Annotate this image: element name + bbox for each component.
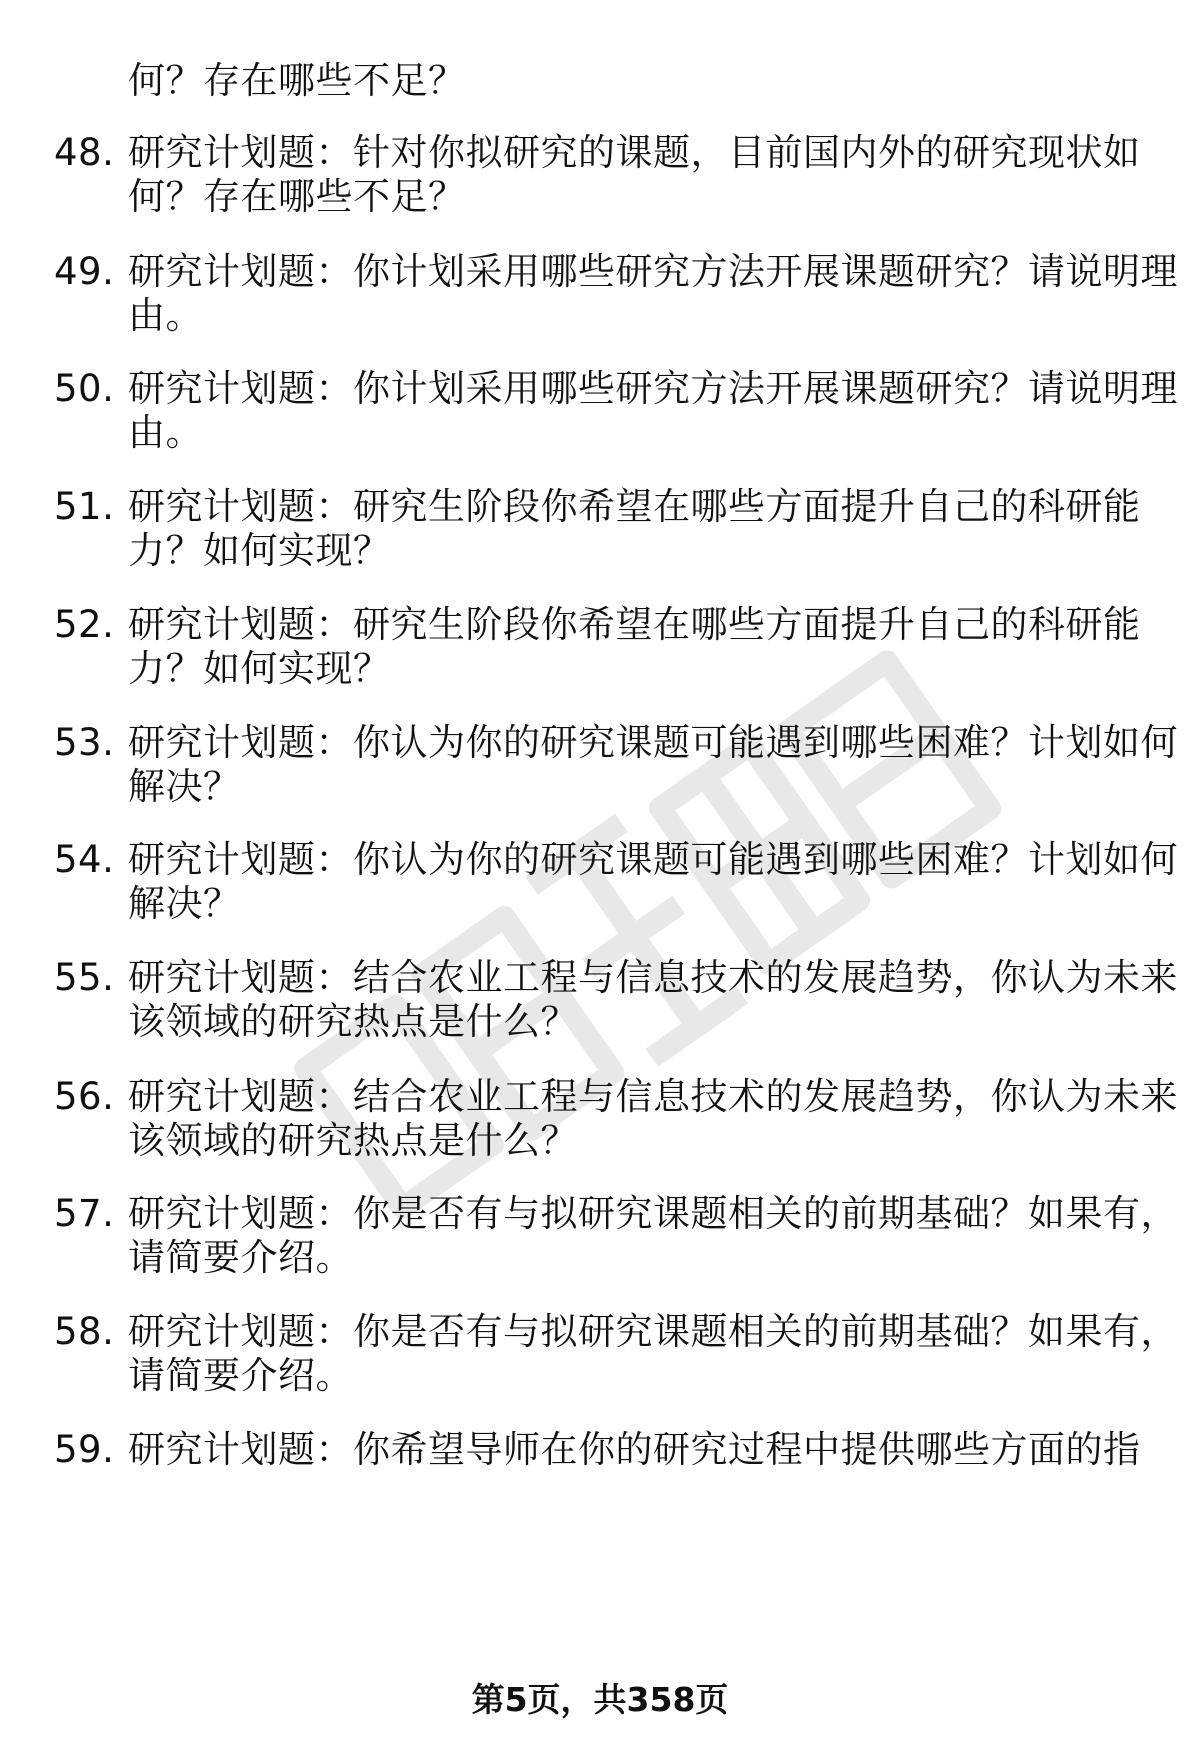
question-number: 48.: [54, 131, 115, 174]
question-number: 58.: [54, 1310, 115, 1353]
question-text: 研究计划题：你认为你的研究课题可能遇到哪些困难？计划如何: [128, 838, 1178, 881]
question-text-cont: 请简要介绍。: [128, 1354, 353, 1397]
question-text: 研究计划题：研究生阶段你希望在哪些方面提升自己的科研能: [128, 485, 1141, 528]
question-text: 研究计划题：研究生阶段你希望在哪些方面提升自己的科研能: [128, 603, 1141, 646]
question-text: 研究计划题：你是否有与拟研究课题相关的前期基础？如果有，: [128, 1310, 1178, 1353]
question-text: 研究计划题：针对你拟研究的课题，目前国内外的研究现状如: [128, 131, 1141, 174]
question-text-cont: 解决？: [128, 882, 241, 925]
question-number: 52.: [54, 603, 115, 646]
question-text-cont: 力？如何实现？: [128, 647, 391, 690]
question-number: 50.: [54, 367, 115, 410]
question-number: 57.: [54, 1192, 115, 1235]
question-text: 研究计划题：你认为你的研究课题可能遇到哪些困难？计划如何: [128, 721, 1178, 764]
question-number: 56.: [54, 1075, 115, 1118]
question-text: 研究计划题：你计划采用哪些研究方法开展课题研究？请说明理: [128, 250, 1178, 293]
question-text-cont: 该领域的研究热点是什么？: [128, 1000, 578, 1043]
question-text-continued: 何？存在哪些不足？: [128, 59, 466, 102]
question-text-cont: 解决？: [128, 765, 241, 808]
question-text-cont: 该领域的研究热点是什么？: [128, 1119, 578, 1162]
question-number: 53.: [54, 721, 115, 764]
question-text: 研究计划题：你是否有与拟研究课题相关的前期基础？如果有，: [128, 1192, 1178, 1235]
question-text: 研究计划题：你计划采用哪些研究方法开展课题研究？请说明理: [128, 367, 1178, 410]
question-text: 研究计划题：你希望导师在你的研究过程中提供哪些方面的指: [128, 1428, 1141, 1471]
page-footer: 第5页，共358页: [471, 1680, 729, 1719]
question-number: 59.: [54, 1428, 115, 1471]
question-text-cont: 力？如何实现？: [128, 529, 391, 572]
question-text-cont: 何？存在哪些不足？: [128, 175, 466, 218]
question-number: 55.: [54, 956, 115, 999]
question-text-cont: 由。: [128, 294, 203, 337]
question-number: 51.: [54, 485, 115, 528]
question-text: 研究计划题：结合农业工程与信息技术的发展趋势，你认为未来: [128, 956, 1178, 999]
question-text-cont: 请简要介绍。: [128, 1236, 353, 1279]
question-number: 49.: [54, 250, 115, 293]
question-text-cont: 由。: [128, 411, 203, 454]
question-number: 54.: [54, 838, 115, 881]
question-text: 研究计划题：结合农业工程与信息技术的发展趋势，你认为未来: [128, 1075, 1178, 1118]
